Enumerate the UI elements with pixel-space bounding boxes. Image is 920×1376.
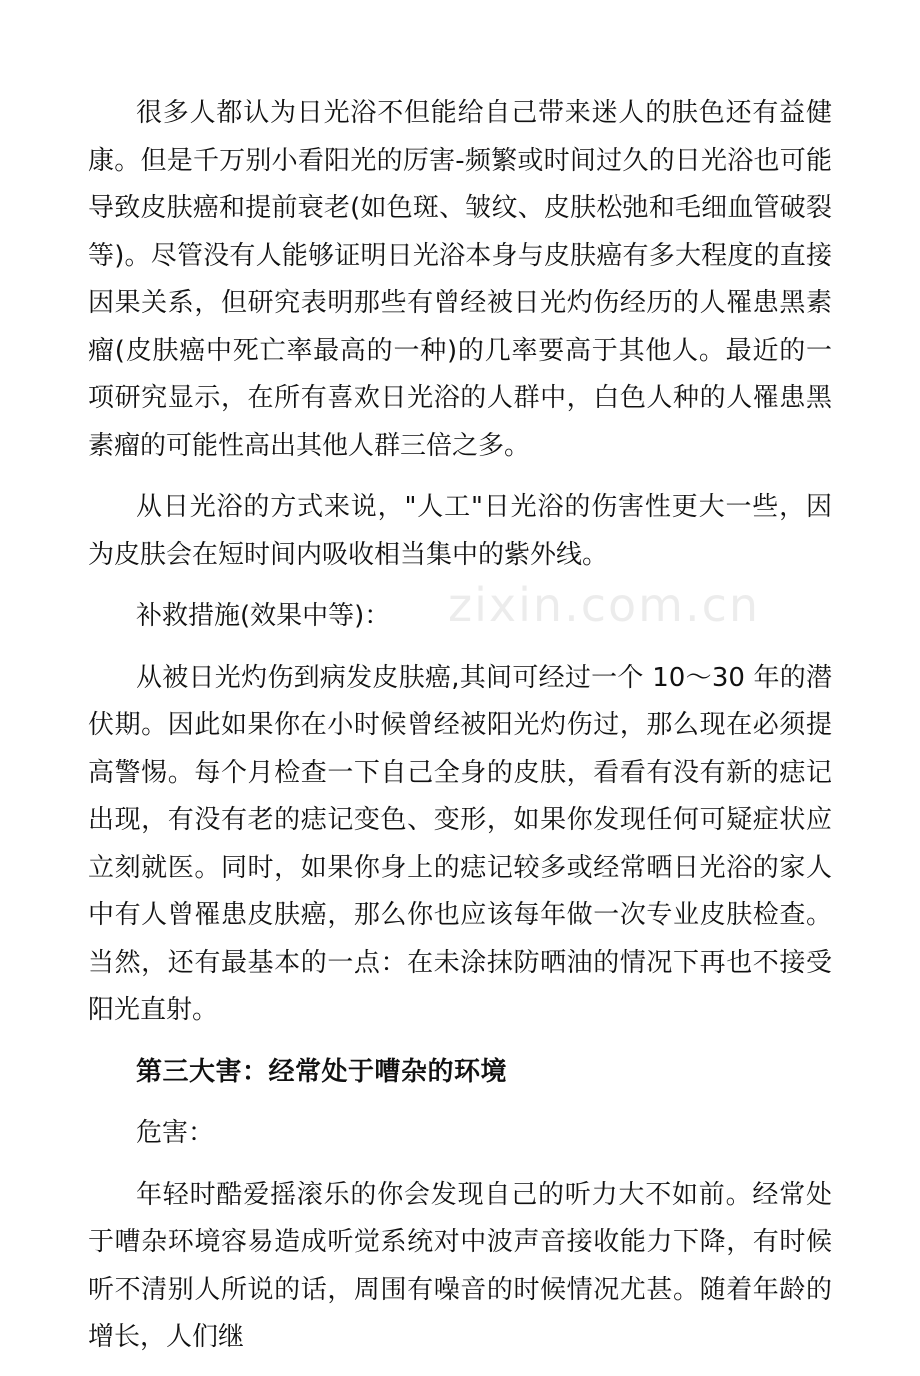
document-body — [88, 90, 832, 1376]
paragraph-remedy-label: 补救措施(效果中等)： — [136, 601, 391, 631]
paragraph-artificial-sunbath: 从日光浴的方式来说，"人工"日光浴的伤害性更大一些，因为皮肤会在短时间内吸收相当集中的紫外线。 — [88, 492, 832, 570]
section-heading-noise: 第三大害：经常处于嘈杂的环境 — [136, 1056, 508, 1087]
paragraph-remedy-detail: 从被日光灼伤到病发皮肤癌,其间可经过一个 10～30 年的潜伏期。因此如果你在小时候曾经被阳光灼伤过，那么现在必须提高警惕。每个月检查一下自己全身的皮肤，看看有没有新的痣记出现，有没有老的痣记变色、变形，如果你发现任何可疑症状应立刻就医。同时，如果你身上的痣记较多或经常晒日光浴的家人中有人曾罹患皮肤癌，那么你也应该每年做一次专业皮肤检查。当然，还有最基本的一点：在未涂抹防晒油的情况下再也不接受阳光直射。 — [88, 662, 832, 1025]
paragraph-harm-label: 危害： — [136, 1118, 215, 1148]
paragraph-sunbath-risks: 很多人都认为日光浴不但能给自己带来迷人的肤色还有益健康。但是千万别小看阳光的厉害-频繁或时间过久的日光浴也可能导致皮肤癌和提前衰老(如色斑、皱纹、皮肤松弛和毛细血管破裂等)。尽管没有人能够证明日光浴本身与皮肤癌有多大程度的直接因果关系，但研究表明那些有曾经被日光灼伤经历的人罹患黑素瘤(皮肤癌中死亡率最高的一种)的几率要高于其他人。最近的一项研究显示，在所有喜欢日光浴的人群中，白色人种的人罹患黑素瘤的可能性高出其他人群三倍之多。 — [88, 98, 832, 461]
watermark: zixin.com.cn — [448, 578, 761, 632]
paragraph-noise-harm: 年轻时酷爱摇滚乐的你会发现自己的听力大不如前。经常处于嘈杂环境容易造成听觉系统对中波声音接收能力下降，有时候听不清别人所说的话，周围有噪音的时候情况尤甚。随着年龄的增长，人们继 — [88, 1179, 832, 1352]
